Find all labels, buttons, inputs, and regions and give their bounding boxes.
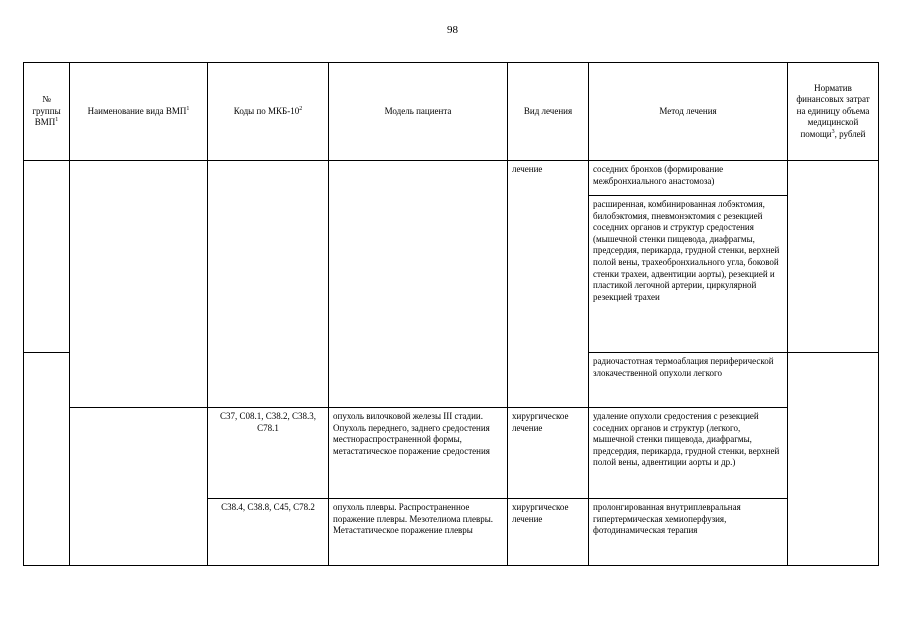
table-row <box>24 408 879 499</box>
codes-cell: C38.4, C38.8, C45, C78.2 <box>208 499 329 566</box>
method-cell: соседних бронхов (формирование межбронхиального анастомоза) <box>589 161 788 196</box>
codes-cell <box>208 161 329 408</box>
header-treatment-type: Вид лечения <box>508 63 589 161</box>
header-treatment-method: Метод лечения <box>589 63 788 161</box>
vmp-table <box>23 62 879 566</box>
group-cell <box>24 353 70 566</box>
codes-cell: C37, C08.1, C38.2, C38.3, C78.1 <box>208 408 329 499</box>
table-row <box>24 161 879 196</box>
method-cell: расширенная, комбинированная лобэктомия, билобэктомия, пневмонэктомия с резекцией соседних органов и структур средостения (мышечной стенки пищевода, диафрагмы, предсердия, перикарда, грудной стенки, верхней полой вены, трахеобронхиального угла, боковой стенки трахеи, адвентиции аорты), резекцией и пластикой легочной артерии, циркулярной резекцией трахеи <box>589 196 788 353</box>
model-cell: опухоль плевры. Распространенное поражение плевры. Мезотелиома плевры. Метастатическое поражение плевры <box>329 499 508 566</box>
header-icd-codes: Коды по МКБ-$10^2$ <box>208 63 329 161</box>
cost-cell <box>788 353 879 566</box>
table-header-row <box>24 63 879 161</box>
model-cell <box>329 161 508 408</box>
method-cell: удаление опухоли средостения с резекцией соседних органов и структур (легкого, мышечной стенки пищевода, диафрагмы, предсердия, перикарда, грудной стенки, верхней полой вены, адвентиции аорты и др.) <box>589 408 788 499</box>
method-cell: радиочастотная термоаблация периферической злокачественной опухоли легкого <box>589 353 788 408</box>
vmp-name-cell <box>70 161 208 408</box>
method-cell: пролонгированная внутриплевральная гипертермическая хемиоперфузия, фотодинамическая терапия <box>589 499 788 566</box>
header-group-no: № группы ВМП$^1$ <box>24 63 70 161</box>
page-number: 98 <box>447 24 458 36</box>
type-cell: хирургическое лечение <box>508 499 589 566</box>
model-cell: опухоль вилочковой железы III стадии. Опухоль переднего, заднего средостения местнораспространенной формы, метастатическое поражение средостения <box>329 408 508 499</box>
header-patient-model: Модель пациента <box>329 63 508 161</box>
type-cell: хирургическое лечение <box>508 408 589 499</box>
group-cell <box>24 161 70 353</box>
cost-cell <box>788 161 879 353</box>
header-norm-cost: Норматив финансовых затрат на единицу объема медицинской помощи$^3$, рублей <box>788 63 879 161</box>
header-vmp-name: Наименование вида ВМП$^1$ <box>70 63 208 161</box>
type-cell: лечение <box>508 161 589 408</box>
vmp-name-cell <box>70 408 208 566</box>
